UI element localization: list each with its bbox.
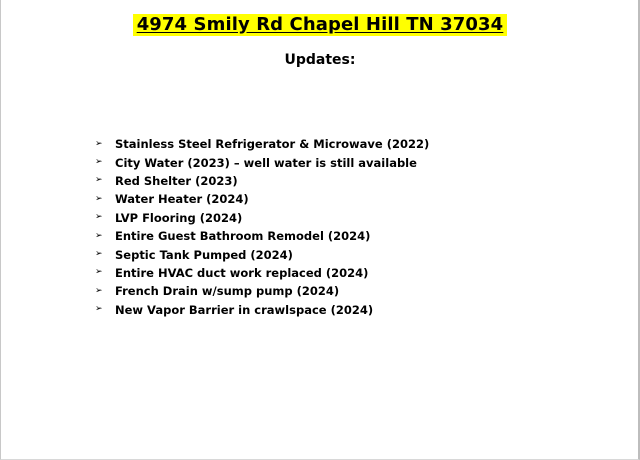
arrowhead-bullet-icon: ➢ [95,193,103,204]
list-item-label: City Water (2023) – well water is still available [115,155,417,170]
list-item-label: Stainless Steel Refrigerator & Microwave (2022) [115,137,430,152]
list-item [95,245,429,263]
title-container [0,14,640,36]
list-item-label: French Drain w/sump pump (2024) [115,284,340,299]
list-item [95,209,429,227]
arrowhead-bullet-icon: ➢ [95,138,103,149]
list-item-label: Water Heater (2024) [115,192,249,207]
list-item [95,190,429,208]
updates-list [95,135,429,319]
list-item [95,172,429,190]
arrowhead-bullet-icon: ➢ [95,285,103,296]
arrowhead-bullet-icon: ➢ [95,249,103,260]
list-item [95,282,429,300]
arrowhead-bullet-icon: ➢ [95,157,103,168]
arrowhead-bullet-icon: ➢ [95,230,103,241]
page-title: 4974 Smily Rd Chapel Hill TN 37034 [133,14,508,36]
list-item-label: New Vapor Barrier in crawlspace (2024) [115,302,374,317]
arrowhead-bullet-icon: ➢ [95,175,103,186]
list-item-label: Entire HVAC duct work replaced (2024) [115,265,369,280]
list-item-label: Septic Tank Pumped (2024) [115,247,293,262]
list-item-label: LVP Flooring (2024) [115,210,243,225]
list-item [95,153,429,171]
list-item-label: Entire Guest Bathroom Remodel (2024) [115,229,371,244]
list-item [95,264,429,282]
arrowhead-bullet-icon: ➢ [95,212,103,223]
list-item [95,227,429,245]
arrowhead-bullet-icon: ➢ [95,267,103,278]
list-item [95,301,429,319]
arrowhead-bullet-icon: ➢ [95,304,103,315]
list-item-label: Red Shelter (2023) [115,173,238,188]
list-item [95,135,429,153]
section-heading: Updates: [284,52,356,68]
